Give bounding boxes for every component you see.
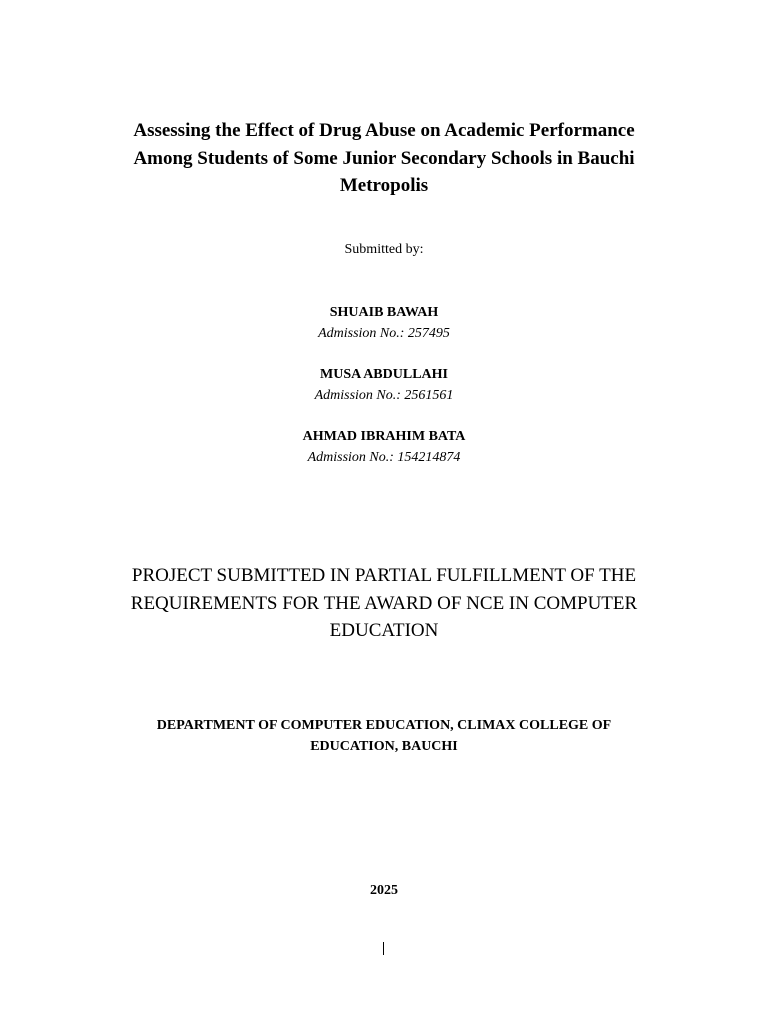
document-title: Assessing the Effect of Drug Abuse on Academic Performance Among Students of Some Junior Secondary Schools in Bauchi Metropolis xyxy=(133,120,635,196)
author-entry xyxy=(0,364,768,406)
text-cursor xyxy=(383,942,384,955)
department-name: DEPARTMENT OF COMPUTER EDUCATION, CLIMAX COLLEGE OF EDUCATION, BAUCHI xyxy=(156,718,612,754)
author-name: SHUAIB BAWAH xyxy=(329,305,439,320)
project-statement: PROJECT SUBMITTED IN PARTIAL FULFILLMENT OF THE REQUIREMENTS FOR THE AWARD OF NCE IN COMPUTER EDUCATION xyxy=(130,565,638,641)
author-entry xyxy=(0,302,768,344)
author-name: AHMAD IBRAHIM BATA xyxy=(302,429,466,444)
author-entry xyxy=(0,426,768,468)
submitted-by-label: Submitted by: xyxy=(344,242,424,257)
author-admission-number: Admission No.: 154214874 xyxy=(307,450,461,465)
author-admission-number: Admission No.: 2561561 xyxy=(314,388,454,403)
submission-year: 2025 xyxy=(370,883,398,898)
author-name: MUSA ABDULLAHI xyxy=(320,367,448,382)
author-admission-number: Admission No.: 257495 xyxy=(318,326,450,341)
